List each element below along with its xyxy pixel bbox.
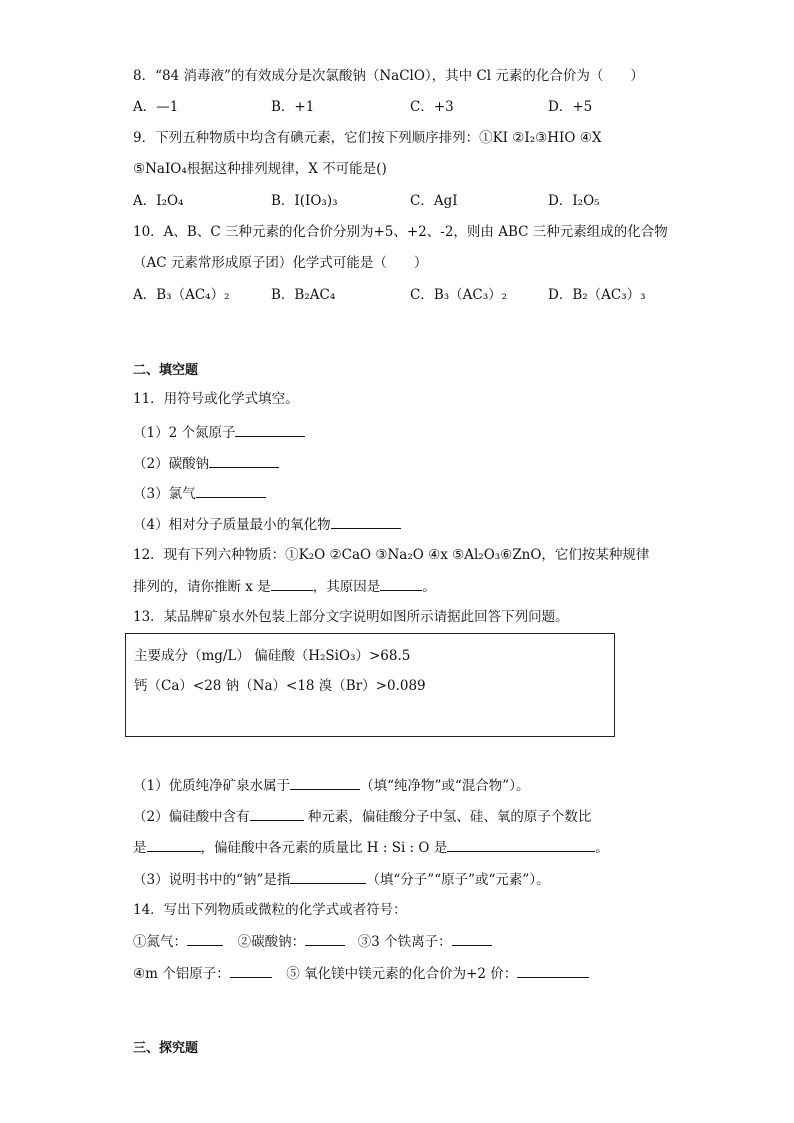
q13-part3-text-b: （填“分子”“原子”或“元素”）。 [366, 872, 550, 888]
q13-part2-text-c: 是 [133, 840, 147, 856]
q13-part2-text-a: （2）偏硅酸中含有 [133, 809, 250, 825]
q14-row1 [133, 932, 492, 951]
q11-item-3-blank[interactable] [196, 484, 266, 498]
q12-text-b: ，其原因是 [312, 579, 381, 595]
q14-item-3-blank[interactable] [452, 932, 492, 946]
q13-part3 [133, 870, 550, 889]
q14-item-1: ①氮气： [133, 934, 187, 950]
q12-line2 [133, 577, 436, 596]
q13-part2 [133, 807, 591, 826]
q9-option-b: B．I(IO₃)₃ [271, 193, 338, 209]
label-line-2: 钙（Ca）<28 钠（Na）<18 溴（Br）>0.089 [134, 678, 426, 694]
q14-item-4: ④m 个铝原子： [133, 966, 230, 982]
q10-option-b: B．B₂AC₄ [271, 287, 336, 303]
q11-item-1-text: （1）2 个氮原子 [133, 425, 236, 441]
q11-item-4 [133, 515, 401, 534]
q11-item-4-text: （4）相对分子质量最小的氧化物 [133, 517, 331, 533]
q13-part2-text-d: ，偏硅酸中各元素的质量比 H : Si : O 是 [200, 840, 448, 856]
q11-item-1-blank[interactable] [235, 423, 305, 437]
q8-option-d: D．+5 [548, 99, 593, 115]
q13-stem: 13．某品牌矿泉水外包装上部分文字说明如图所示请据此回答下列问题。 [133, 609, 569, 625]
q13-part1-text-b: （填“纯净物”或“混合物”）。 [360, 778, 530, 794]
q14-item-1-blank[interactable] [187, 932, 223, 946]
q9-option-a: A．I₂O₄ [133, 193, 184, 209]
q13-part1-text-a: （1）优质纯净矿泉水属于 [133, 778, 291, 794]
q11-item-3 [133, 484, 266, 503]
q14-item-2-blank[interactable] [305, 932, 345, 946]
q9-stem-line1: 9．下列五种物质中均含有碘元素，它们按下列顺序排列：①KI ②I₂③HIO ④X [133, 130, 602, 146]
q13-part2-cont [133, 838, 609, 857]
q14-stem: 14．写出下列物质或微粒的化学式或者符号： [133, 902, 407, 918]
q11-item-2-text: （2）碳酸钠 [133, 456, 210, 472]
q14-item-4-blank[interactable] [230, 964, 272, 978]
q13-part1-blank[interactable] [290, 776, 360, 790]
q8-stem: 8．“84 消毒液”的有效成分是次氯酸钠（NaClO），其中 Cl 元素的化合价为（ ） [133, 68, 644, 84]
q9-option-c: C．AgI [410, 193, 458, 209]
q14-item-3: ③3 个铁离子： [357, 934, 452, 950]
q14-row2 [133, 964, 589, 983]
q11-item-4-blank[interactable] [331, 515, 401, 529]
q12-x-blank[interactable] [271, 577, 313, 591]
q13-part3-blank[interactable] [290, 870, 366, 884]
q8-option-a: A．—1 [133, 99, 179, 115]
mineral-water-label-box [125, 633, 615, 737]
q10-stem-line1: 10．A、B、C 三种元素的化合价分别为+5、+2、-2，则由 ABC 三种元素组成的化合物 [133, 224, 668, 240]
q13-part2-mass-ratio-blank[interactable] [447, 838, 595, 852]
q11-item-1 [133, 423, 305, 442]
q11-item-2 [133, 454, 279, 473]
q14-item-5: ⑤ 氧化镁中镁元素的化合价为+2 价： [286, 966, 518, 982]
label-line-1: 主要成分（mg/L） 偏硅酸（H₂SiO₃）>68.5 [134, 648, 411, 664]
q10-option-a: A．B₃（AC₄）₂ [133, 287, 230, 303]
q8-option-c: C．+3 [410, 99, 454, 115]
q10-option-d: D．B₂（AC₃）₃ [548, 287, 646, 303]
q13-part1 [133, 776, 529, 795]
q12-reason-blank[interactable] [380, 577, 422, 591]
q13-part2-ratio-blank[interactable] [147, 838, 201, 852]
q11-stem: 11．用符号或化学式填空。 [133, 391, 299, 407]
q13-part2-text-e: 。 [595, 840, 609, 856]
q11-item-2-blank[interactable] [209, 454, 279, 468]
q12-text-a: 排列的，请你推断 x 是 [133, 579, 271, 595]
q13-part3-text-a: （3）说明书中的“钠”是指 [133, 872, 291, 888]
q14-item-5-blank[interactable] [517, 964, 589, 978]
q13-part2-element-count-blank[interactable] [250, 807, 304, 821]
q9-option-d: D．I₂O₅ [548, 193, 600, 209]
section-heading-inquiry: 三、探究题 [133, 1041, 199, 1056]
q13-part2-text-b: 种元素，偏硅酸分子中氢、硅、氧的原子个数比 [303, 809, 592, 825]
q9-stem-line2: ⑤NaIO₄根据这种排列规律，X 不可能是() [133, 161, 387, 177]
q8-option-b: B．+1 [271, 99, 315, 115]
q14-item-2: ②碳酸钠： [237, 934, 306, 950]
q12-text-c: 。 [422, 579, 436, 595]
section-heading-fill-in: 二、填空题 [133, 363, 199, 378]
q10-option-c: C．B₃（AC₃）₂ [410, 287, 508, 303]
q11-item-3-text: （3）氯气 [133, 486, 196, 502]
q10-stem-line2: （AC 元素常形成原子团）化学式可能是（ ） [133, 255, 428, 271]
q12-line1: 12．现有下列六种物质：①K₂O ②CaO ③Na₂O ④x ⑤Al₂O₃⑥ZnO，它们按某种规律 [133, 547, 650, 563]
